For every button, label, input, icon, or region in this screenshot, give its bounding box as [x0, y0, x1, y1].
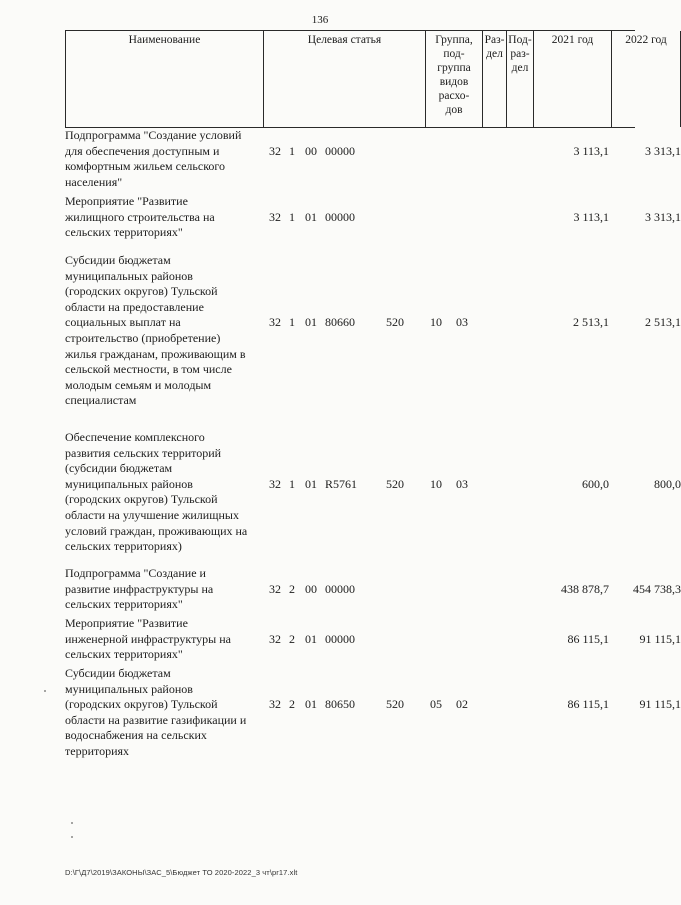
- scan-speck: [44, 690, 46, 692]
- target-direction-code: 00000: [325, 209, 355, 224]
- amount-2022: 800,0: [654, 476, 681, 491]
- header-subsection-line: Под-: [508, 34, 532, 46]
- section-code: 10: [430, 476, 442, 491]
- target-main-event-code: 01: [305, 476, 317, 491]
- page-number: 136: [311, 14, 329, 26]
- amount-2022: 454 738,3: [633, 581, 681, 596]
- row-name-line: Подпрограмма "Создание условий: [65, 128, 242, 142]
- header-year-2021-text: 2021 год: [551, 34, 594, 46]
- row-name: [65, 194, 265, 241]
- header-group-line: под-: [443, 48, 465, 60]
- amount-2022: 91 115,1: [639, 697, 681, 712]
- target-main-event-code: 01: [305, 697, 317, 712]
- expense-group-code: 520: [386, 476, 404, 491]
- target-subprogram-code: 1: [289, 476, 295, 491]
- target-subprogram-code: 2: [289, 631, 295, 646]
- target-program-code: 32: [269, 476, 281, 491]
- target-direction-code: 00000: [325, 143, 355, 158]
- row-name-line: Субсидии бюджетам: [65, 666, 171, 680]
- header-section-line: Раз-: [484, 34, 505, 46]
- row-name-line: области на предоставление: [65, 299, 204, 314]
- amount-2021: 2 513,1: [573, 315, 609, 330]
- row-name-line: муниципальных районов: [65, 476, 193, 491]
- header-target-article-text: Целевая статья: [307, 34, 382, 46]
- target-direction-code: 00000: [325, 581, 355, 596]
- target-subprogram-code: 1: [289, 315, 295, 330]
- header-year-2022-text: 2022 год: [625, 34, 667, 46]
- amount-2022: 2 513,1: [645, 315, 681, 330]
- row-name-line: развитие инфраструктуры на: [65, 581, 214, 596]
- header-section: [482, 31, 506, 127]
- scan-speck: [71, 836, 73, 838]
- table-header: [65, 30, 667, 128]
- subsection-code: 03: [456, 315, 468, 330]
- row-name-line: (городских округов) Тульской: [65, 284, 218, 299]
- amount-2021: 86 115,1: [567, 631, 609, 646]
- target-program-code: 32: [269, 697, 281, 712]
- table-row: [65, 128, 681, 190]
- subsection-code: 02: [456, 697, 468, 712]
- row-name: [65, 430, 265, 555]
- table-row: [65, 253, 681, 409]
- row-name-line: сельских территориях": [65, 597, 183, 612]
- row-name-line: комфортным жильем сельского: [65, 159, 226, 174]
- row-name: [65, 616, 265, 663]
- amount-2022: 91 115,1: [639, 631, 681, 646]
- row-name-line: сельской местности, в том числе: [65, 362, 232, 377]
- row-name-line: Подпрограмма "Создание и: [65, 566, 206, 580]
- row-name-line: строительство (приобретение): [65, 330, 221, 345]
- header-group-line: дов: [445, 104, 463, 116]
- row-name-line: (городских округов) Тульской: [65, 492, 218, 507]
- row-name-line: для обеспечения доступным и: [65, 143, 220, 158]
- amount-2021: 3 113,1: [573, 143, 609, 158]
- row-name-line: жилищного строительства на: [65, 209, 215, 224]
- row-name-line: жилья гражданам, проживающим в: [65, 346, 246, 361]
- target-main-event-code: 01: [305, 209, 317, 224]
- row-name-line: (городских округов) Тульской: [65, 697, 218, 712]
- header-target-article: [263, 31, 425, 127]
- header-subsection-line: раз-: [510, 48, 530, 60]
- row-name-line: муниципальных районов: [65, 268, 193, 283]
- amount-2021: 438 878,7: [561, 581, 609, 596]
- amount-2021: 3 113,1: [573, 209, 609, 224]
- table-row: [65, 616, 681, 663]
- table-row: [65, 430, 681, 555]
- header-group-line: видов: [439, 76, 469, 88]
- row-name: [65, 666, 265, 760]
- row-name-line: водоснабжения на сельских: [65, 728, 207, 743]
- amount-2022: 3 313,1: [645, 209, 681, 224]
- row-name-line: специалистам: [65, 393, 137, 408]
- amount-2021: 600,0: [582, 476, 609, 491]
- row-name-line: Субсидии бюджетам: [65, 253, 171, 267]
- target-main-event-code: 00: [305, 143, 317, 158]
- row-name-line: сельских территориях): [65, 539, 182, 554]
- target-direction-code: 80660: [325, 315, 355, 330]
- row-name-line: условий граждан, проживающих на: [65, 523, 248, 538]
- target-subprogram-code: 1: [289, 143, 295, 158]
- table-row: [65, 666, 681, 760]
- row-name-line: области на развитие газификации и: [65, 712, 247, 727]
- row-name: [65, 566, 265, 613]
- target-direction-code: 00000: [325, 631, 355, 646]
- header-subsection: [506, 31, 533, 127]
- target-program-code: 32: [269, 315, 281, 330]
- header-group-line: группа: [437, 62, 471, 74]
- row-name-line: Мероприятие "Развитие: [65, 194, 188, 208]
- row-name-line: сельских территориях": [65, 647, 183, 662]
- header-subsection-line: дел: [511, 62, 529, 74]
- row-name-line: муниципальных районов: [65, 681, 193, 696]
- row-name-line: области на улучшение жилищных: [65, 507, 239, 522]
- expense-group-code: 520: [386, 315, 404, 330]
- amount-2022: 3 313,1: [645, 143, 681, 158]
- row-name-line: территориях: [65, 743, 130, 758]
- row-name-line: социальных выплат на: [65, 315, 181, 330]
- header-group-line: Группа,: [435, 34, 473, 46]
- header-group: [425, 31, 482, 127]
- target-direction-code: R5761: [325, 476, 358, 491]
- header-year-2021: [533, 31, 611, 127]
- table-row: [65, 194, 681, 241]
- header-name-text: Наименование: [128, 34, 201, 46]
- target-subprogram-code: 1: [289, 209, 295, 224]
- row-name-line: молодым семьям и молодым: [65, 377, 212, 392]
- header-group-line: расхо-: [438, 90, 470, 102]
- row-name-line: Мероприятие "Развитие: [65, 616, 188, 630]
- expense-group-code: 520: [386, 697, 404, 712]
- header-year-2022: [611, 31, 681, 127]
- target-subprogram-code: 2: [289, 581, 295, 596]
- file-path-footer: D:\Г\Д7\2019\ЗАКОНЫ\ЗАС_5\Бюджет ТО 2020-2022_3 чт\pr17.xlt: [65, 868, 298, 877]
- subsection-code: 03: [456, 476, 468, 491]
- row-name-line: населения": [65, 174, 123, 189]
- target-program-code: 32: [269, 143, 281, 158]
- table-row: [65, 566, 681, 613]
- row-name-line: (субсидии бюджетам: [65, 461, 173, 476]
- target-subprogram-code: 2: [289, 697, 295, 712]
- target-program-code: 32: [269, 631, 281, 646]
- row-name: [65, 253, 265, 409]
- section-code: 05: [430, 697, 442, 712]
- target-program-code: 32: [269, 581, 281, 596]
- target-direction-code: 80650: [325, 697, 355, 712]
- scan-speck: [71, 822, 73, 824]
- header-name: [65, 31, 263, 127]
- row-name-line: инженерной инфраструктуры на: [65, 631, 231, 646]
- row-name: [65, 128, 265, 190]
- row-name-line: развития сельских территорий: [65, 445, 222, 460]
- target-main-event-code: 00: [305, 581, 317, 596]
- row-name-line: сельских территориях": [65, 225, 183, 240]
- target-main-event-code: 01: [305, 315, 317, 330]
- amount-2021: 86 115,1: [567, 697, 609, 712]
- header-section-line: дел: [486, 48, 503, 60]
- section-code: 10: [430, 315, 442, 330]
- target-program-code: 32: [269, 209, 281, 224]
- target-main-event-code: 01: [305, 631, 317, 646]
- row-name-line: Обеспечение комплексного: [65, 430, 205, 444]
